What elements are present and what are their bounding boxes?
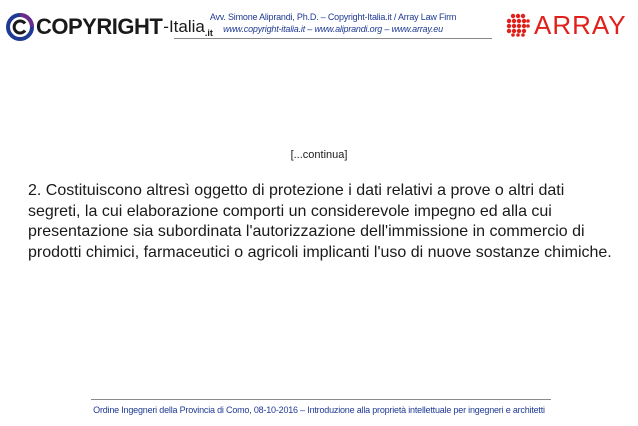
logo-text-sub: -Italia (163, 17, 205, 36)
array-logo (506, 11, 627, 39)
logo-text-tld: .it (204, 28, 213, 38)
logo-text-main: COPYRIGHT (36, 14, 163, 39)
continued-marker: [...continua] (290, 149, 348, 161)
header-credits (174, 11, 492, 35)
header-divider (174, 38, 492, 39)
footer-divider (91, 399, 551, 400)
header-websites-line[interactable]: www.copyright-italia.it – www.aliprandi.org – www.array.eu (223, 24, 443, 34)
copyright-c-icon (6, 13, 34, 41)
slide-body-paragraph: 2. Costituiscono altresì oggetto di protezione i dati relativi a prove o altri dati segreti, la cui elaborazione comporti un considerevole impegno ed alla cui presentazione sia subordinata l'autorizzazione dell'immissione in commercio di prodotti chimici, farmaceutici o agricoli implicanti l'uso di nuove sostanze chimiche. (28, 182, 612, 261)
array-logo-text: ARRAY (534, 9, 627, 40)
footer-caption: Ordine Ingegneri della Provincia di Como, 08-10-2016 – Introduzione alla proprietà intellettuale per ingegneri e architetti (93, 405, 545, 415)
array-dots-icon (506, 13, 530, 37)
header-author-line: Avv. Simone Aliprandi, Ph.D. – Copyright-Italia.it / Array Law Firm (209, 12, 457, 22)
